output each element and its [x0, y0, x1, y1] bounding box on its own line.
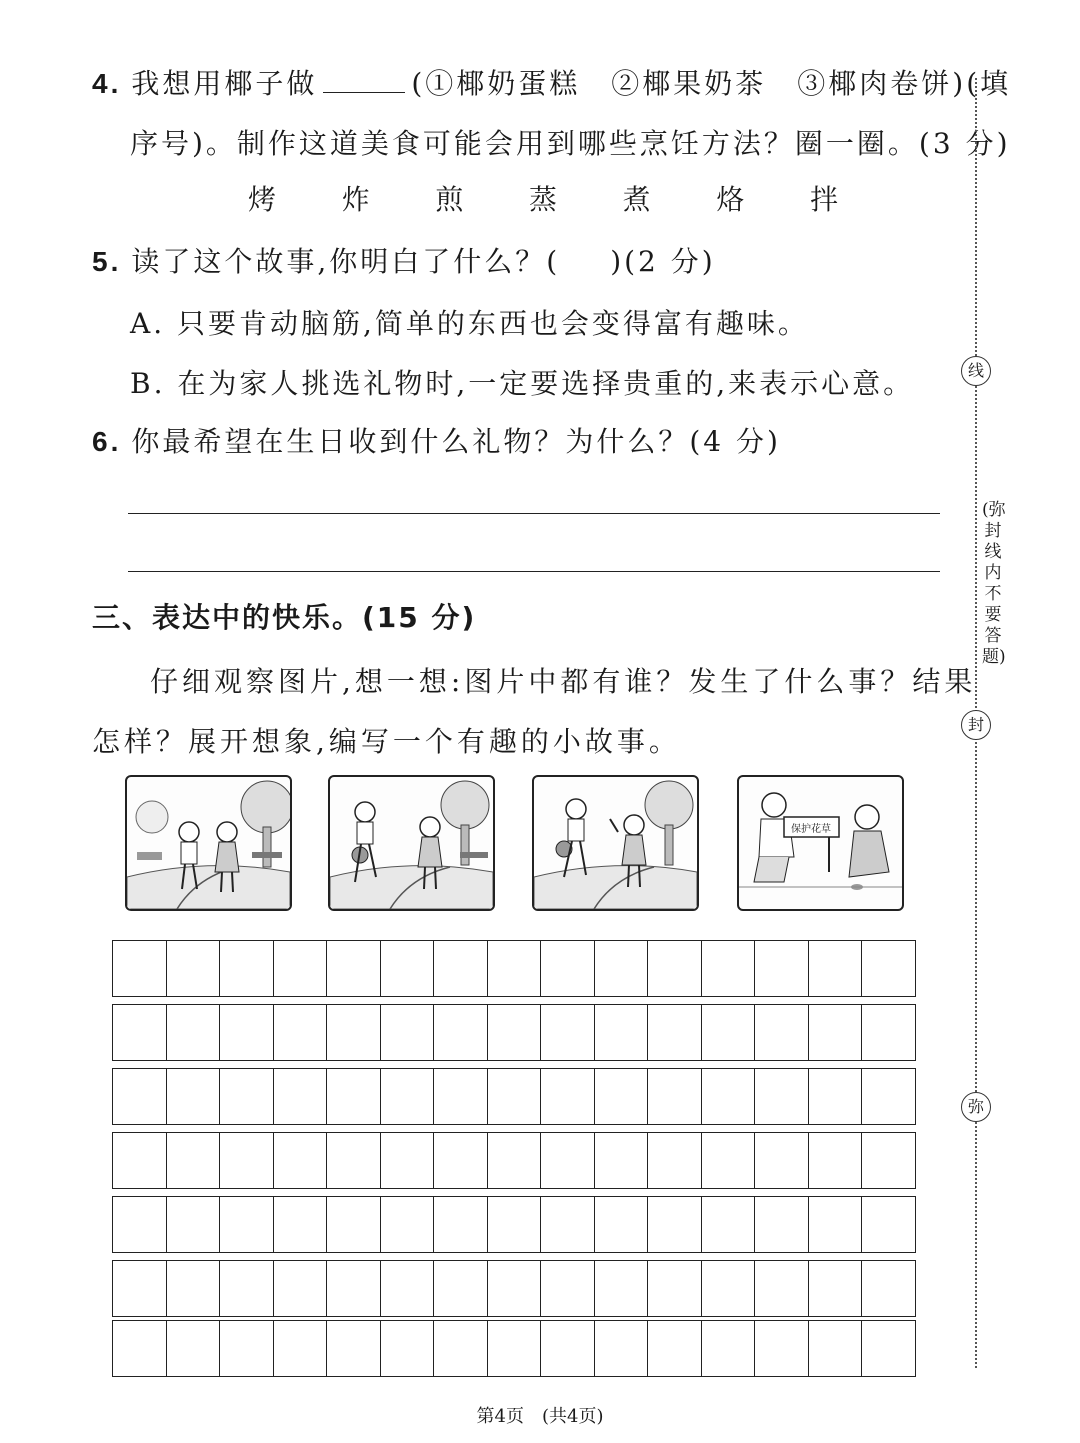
writing-grid-row[interactable] — [112, 1196, 916, 1253]
answer-line[interactable] — [128, 513, 940, 514]
story-picture-4 — [737, 775, 904, 911]
question-number: 5. — [92, 246, 122, 277]
question-score: )(2 分) — [610, 245, 716, 278]
question-text: 读了这个故事,你明白了什么？( — [131, 245, 561, 278]
method-option[interactable]: 煮 — [622, 183, 651, 216]
question-number: 4. — [92, 68, 122, 99]
question-options: (①椰奶蛋糕 ②椰果奶茶 ③椰肉卷饼)(填 — [411, 67, 1012, 100]
seal-label-xian: 线 — [961, 356, 991, 386]
writing-grid-row[interactable] — [112, 940, 916, 997]
sign-text: 保护花草 — [791, 824, 831, 835]
cooking-methods — [248, 178, 838, 218]
question-number: 6. — [92, 426, 122, 457]
method-option[interactable]: 炸 — [341, 183, 370, 216]
question-text: 你最希望在生日收到什么礼物？为什么？(4 分) — [131, 425, 781, 458]
option-a[interactable]: A. 只要肯动脑筋,简单的东西也会变得富有趣味。 — [130, 307, 809, 340]
seal-note: (弥封线内不要答题) — [982, 500, 1006, 667]
story-picture-3 — [532, 775, 699, 911]
question-text: 我想用椰子做 — [131, 67, 318, 100]
seal-label-feng: 封 — [961, 710, 991, 740]
writing-grid-row[interactable] — [112, 1320, 916, 1377]
option-b[interactable]: B. 在为家人挑选礼物时,一定要选择贵重的,来表示心意。 — [130, 367, 915, 400]
answer-line[interactable] — [128, 571, 940, 572]
method-option[interactable]: 蒸 — [528, 183, 557, 216]
story-picture-1 — [125, 775, 292, 911]
section-title: 三、表达中的快乐。(15 分) — [92, 601, 477, 634]
story-picture-2 — [328, 775, 495, 911]
writing-grid-row[interactable] — [112, 1132, 916, 1189]
question-5 — [92, 240, 716, 280]
writing-grid-row[interactable] — [112, 1260, 916, 1317]
method-option[interactable]: 烤 — [248, 183, 277, 216]
page-number: 第4页 (共4页) — [476, 1406, 604, 1427]
method-option[interactable]: 拌 — [809, 183, 838, 216]
writing-grid-row[interactable] — [112, 1004, 916, 1061]
question-4-line2: 序号)。制作这道美食可能会用到哪些烹饪方法？圈一圈。(3 分) — [130, 127, 1011, 160]
method-option[interactable]: 煎 — [435, 183, 464, 216]
answer-blank[interactable] — [323, 68, 405, 93]
writing-grid-row[interactable] — [112, 1068, 916, 1125]
instruction-line2: 怎样？展开想象,编写一个有趣的小故事。 — [92, 725, 681, 758]
question-4 — [92, 62, 1011, 102]
instruction-line1: 仔细观察图片,想一想:图片中都有谁？发生了什么事？结果 — [150, 665, 977, 698]
method-option[interactable]: 烙 — [716, 183, 745, 216]
question-6 — [92, 420, 781, 460]
seal-label-mi: 弥 — [961, 1092, 991, 1122]
